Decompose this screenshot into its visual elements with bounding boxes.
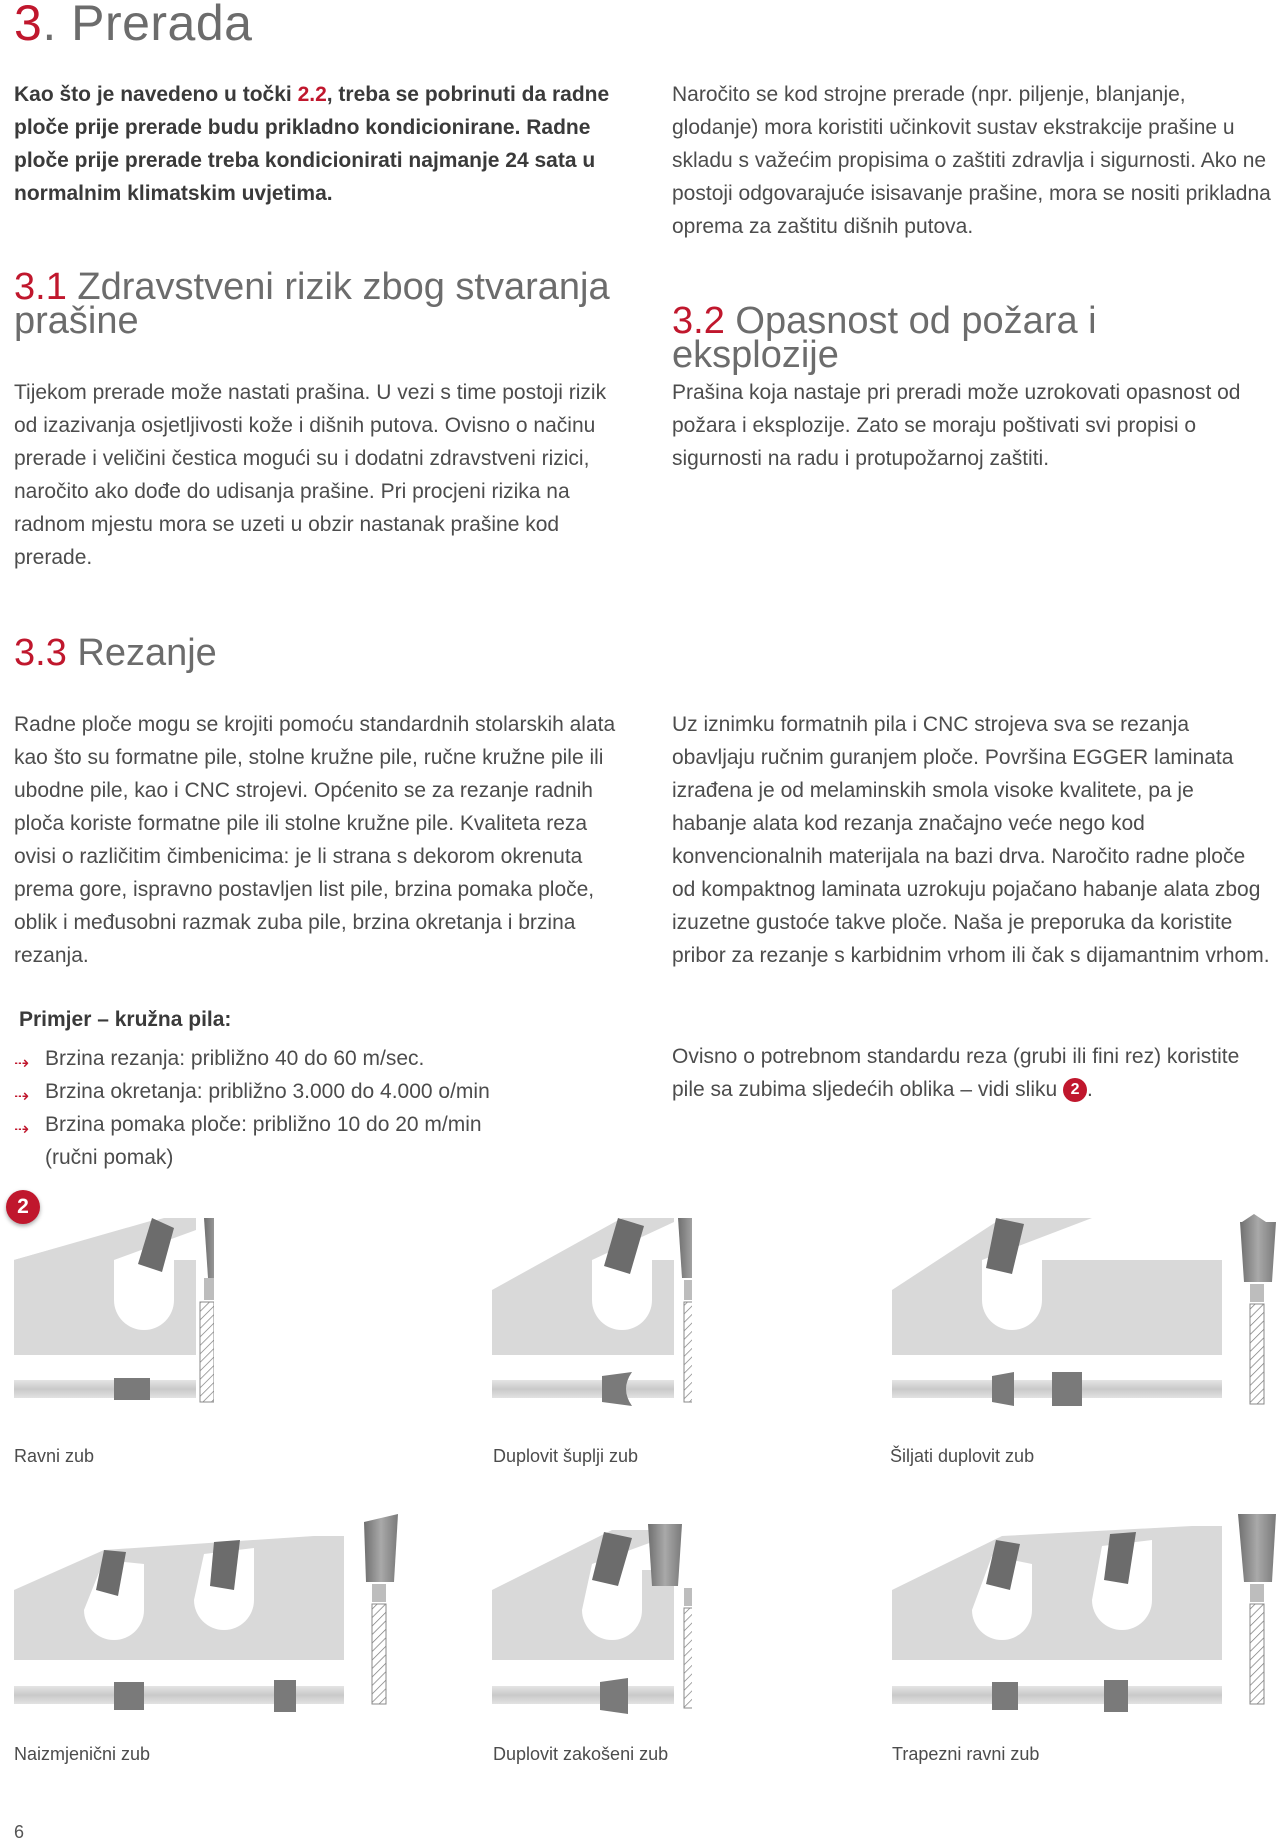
extraction-paragraph: Naročito se kod strojne prerade (npr. piljenje, blanjanje, glodanje) mora koristiti učinkovit sustav ekstrakcije prašine u skladu s važećim propisima o zaštiti zdravlja i sigurnosti. Ako ne postoji odgovarajuće isisavanje prašine, mora se nositi prikladna oprema za zaštitu dišnih putova.	[672, 83, 1271, 238]
intro-text-2: , treba se pobrinuti da radne ploče prije prerade budu prikladno kondicionirane. Radne ploče prije prerade treba kondicionirati najmanje 24 sata u normalnim klimatskim uvjetima.	[14, 83, 610, 205]
section-3-1-title-line1: Zdravstveni rizik zbog stvaranja	[66, 266, 610, 308]
section-3-2-heading	[672, 300, 1272, 376]
bullet-text: Brzina okretanja: približno 3.000 do 4.000 o/min	[45, 1080, 490, 1103]
bullet-text: Brzina rezanja: približno 40 do 60 m/sec.	[45, 1047, 425, 1070]
list-item	[14, 1075, 574, 1108]
caption-siljati-duplovit-zub: Šiljati duplovit zub	[890, 1446, 1035, 1466]
figure-2-badge: 2	[6, 1190, 40, 1224]
intro-reference-link[interactable]: 2.2	[297, 83, 327, 106]
diagram-duplovit-zakoseni-zub	[492, 1500, 692, 1720]
intro-paragraph	[14, 78, 614, 210]
caption-duplovit-supljji-zub: Duplovit šuplji zub	[493, 1446, 639, 1466]
caption-duplovit-zakoseni-zub: Duplovit zakošeni zub	[493, 1744, 669, 1764]
bullet-text: Brzina pomaka ploče: približno 10 do 20 m/min (ručni pomak)	[45, 1113, 482, 1169]
figure-reference-badge[interactable]: 2	[1063, 1078, 1087, 1102]
page-title	[14, 0, 252, 52]
figure-reference-paragraph	[672, 1040, 1272, 1106]
intro-text-1: Kao što je navedeno u točki	[14, 83, 298, 106]
section-3-1-title-line2: prašine	[14, 300, 139, 342]
diagram-trapezni-ravni-zub	[892, 1500, 1280, 1720]
dotted-arrow-icon: ⇢	[14, 1053, 30, 1073]
section-3-1-text: Tijekom prerade može nastati prašina. U vezi s time postoji rizik od izazivanja osjetljivosti kože i dišnih putova. Ovisno o načinu prerade i veličini čestica mogući su i dodatni zdravstveni rizici, naročito ako dođe do udisanja prašine. Pri procjeni rizika na radnom mjestu mora se uzeti u obzir nastanak prašine kod prerade.	[14, 381, 607, 569]
example-bullet-list	[14, 1042, 574, 1174]
section-3-3-number: 3.3	[14, 632, 67, 674]
dotted-arrow-icon: ⇢	[14, 1119, 30, 1139]
list-item	[14, 1108, 535, 1174]
caption-ravni-zub: Ravni zub	[14, 1446, 95, 1466]
caption-trapezni-ravni-zub: Trapezni ravni zub	[892, 1744, 1040, 1764]
figure-reference-end: .	[1087, 1078, 1093, 1101]
dotted-arrow-icon: ⇢	[14, 1086, 30, 1106]
page-number: 6	[14, 1822, 25, 1842]
section-3-3-title: Rezanje	[66, 632, 217, 674]
diagram-ravni-zub	[14, 1200, 214, 1410]
section-3-3-heading	[14, 632, 614, 674]
section-3-2-text: Prašina koja nastaje pri preradi može uzrokovati opasnost od požara i eksplozije. Zato se moraju poštivati svi propisi o sigurnosti na radu i protupožarnoj zaštiti.	[672, 381, 1241, 470]
example-heading: Primjer – kružna pila:	[19, 1008, 232, 1031]
figure-reference-text: Ovisno o potrebnom standardu reza (grubi ili fini rez) koristite pile sa zubima sljedećih oblika – vidi sliku	[672, 1045, 1240, 1101]
section-3-3-text-left: Radne ploče mogu se krojiti pomoću standardnih stolarskih alata kao što su formatne pile, stolne kružne pile, ručne kružne pile ili ubodne pile, kao i CNC strojevi. Općenito se za rezanje radnih ploča koriste formatne pile ili stolne kružne pile. Kvaliteta reza ovisi o različitim čimbenicima: je li strana s dekorom okrenuta prema gore, ispravno postavljen list pile, brzina pomaka ploče, oblik i međusobni razmak zuba pile, brzina okretanja i brzina rezanja.	[14, 713, 616, 967]
title-number: 3	[14, 0, 43, 51]
section-3-1-heading	[14, 266, 634, 342]
diagram-siljati-duplovit-zub	[892, 1200, 1280, 1410]
caption-naizmjenicni-zub: Naizmjenični zub	[14, 1744, 151, 1764]
title-text: . Prerada	[42, 0, 253, 51]
section-3-1-number: 3.1	[14, 266, 67, 308]
diagram-naizmjenicni-zub	[14, 1500, 404, 1720]
section-3-2-title: Opasnost od požara i eksplozije	[672, 300, 1097, 376]
section-3-2-number: 3.2	[672, 300, 725, 342]
list-item	[14, 1042, 574, 1075]
diagram-duplovit-supljji-zub	[492, 1200, 692, 1410]
section-3-3-text-right: Uz iznimku formatnih pila i CNC strojeva sva se rezanja obavljaju ručnim guranjem ploče. Površina EGGER laminata izrađena je od melaminskih smola visoke kvalitete, pa je habanje alata kod rezanja značajno veće nego kod konvencionalnih materijala na bazi drva. Naročito radne ploče od kompaktnog laminata uzrokuju pojačano habanje alata zbog izuzetne gustoće takve ploče. Naša je preporuka da koristite pribor za rezanje s karbidnim vrhom ili čak s dijamantnim vrhom.	[672, 713, 1270, 967]
